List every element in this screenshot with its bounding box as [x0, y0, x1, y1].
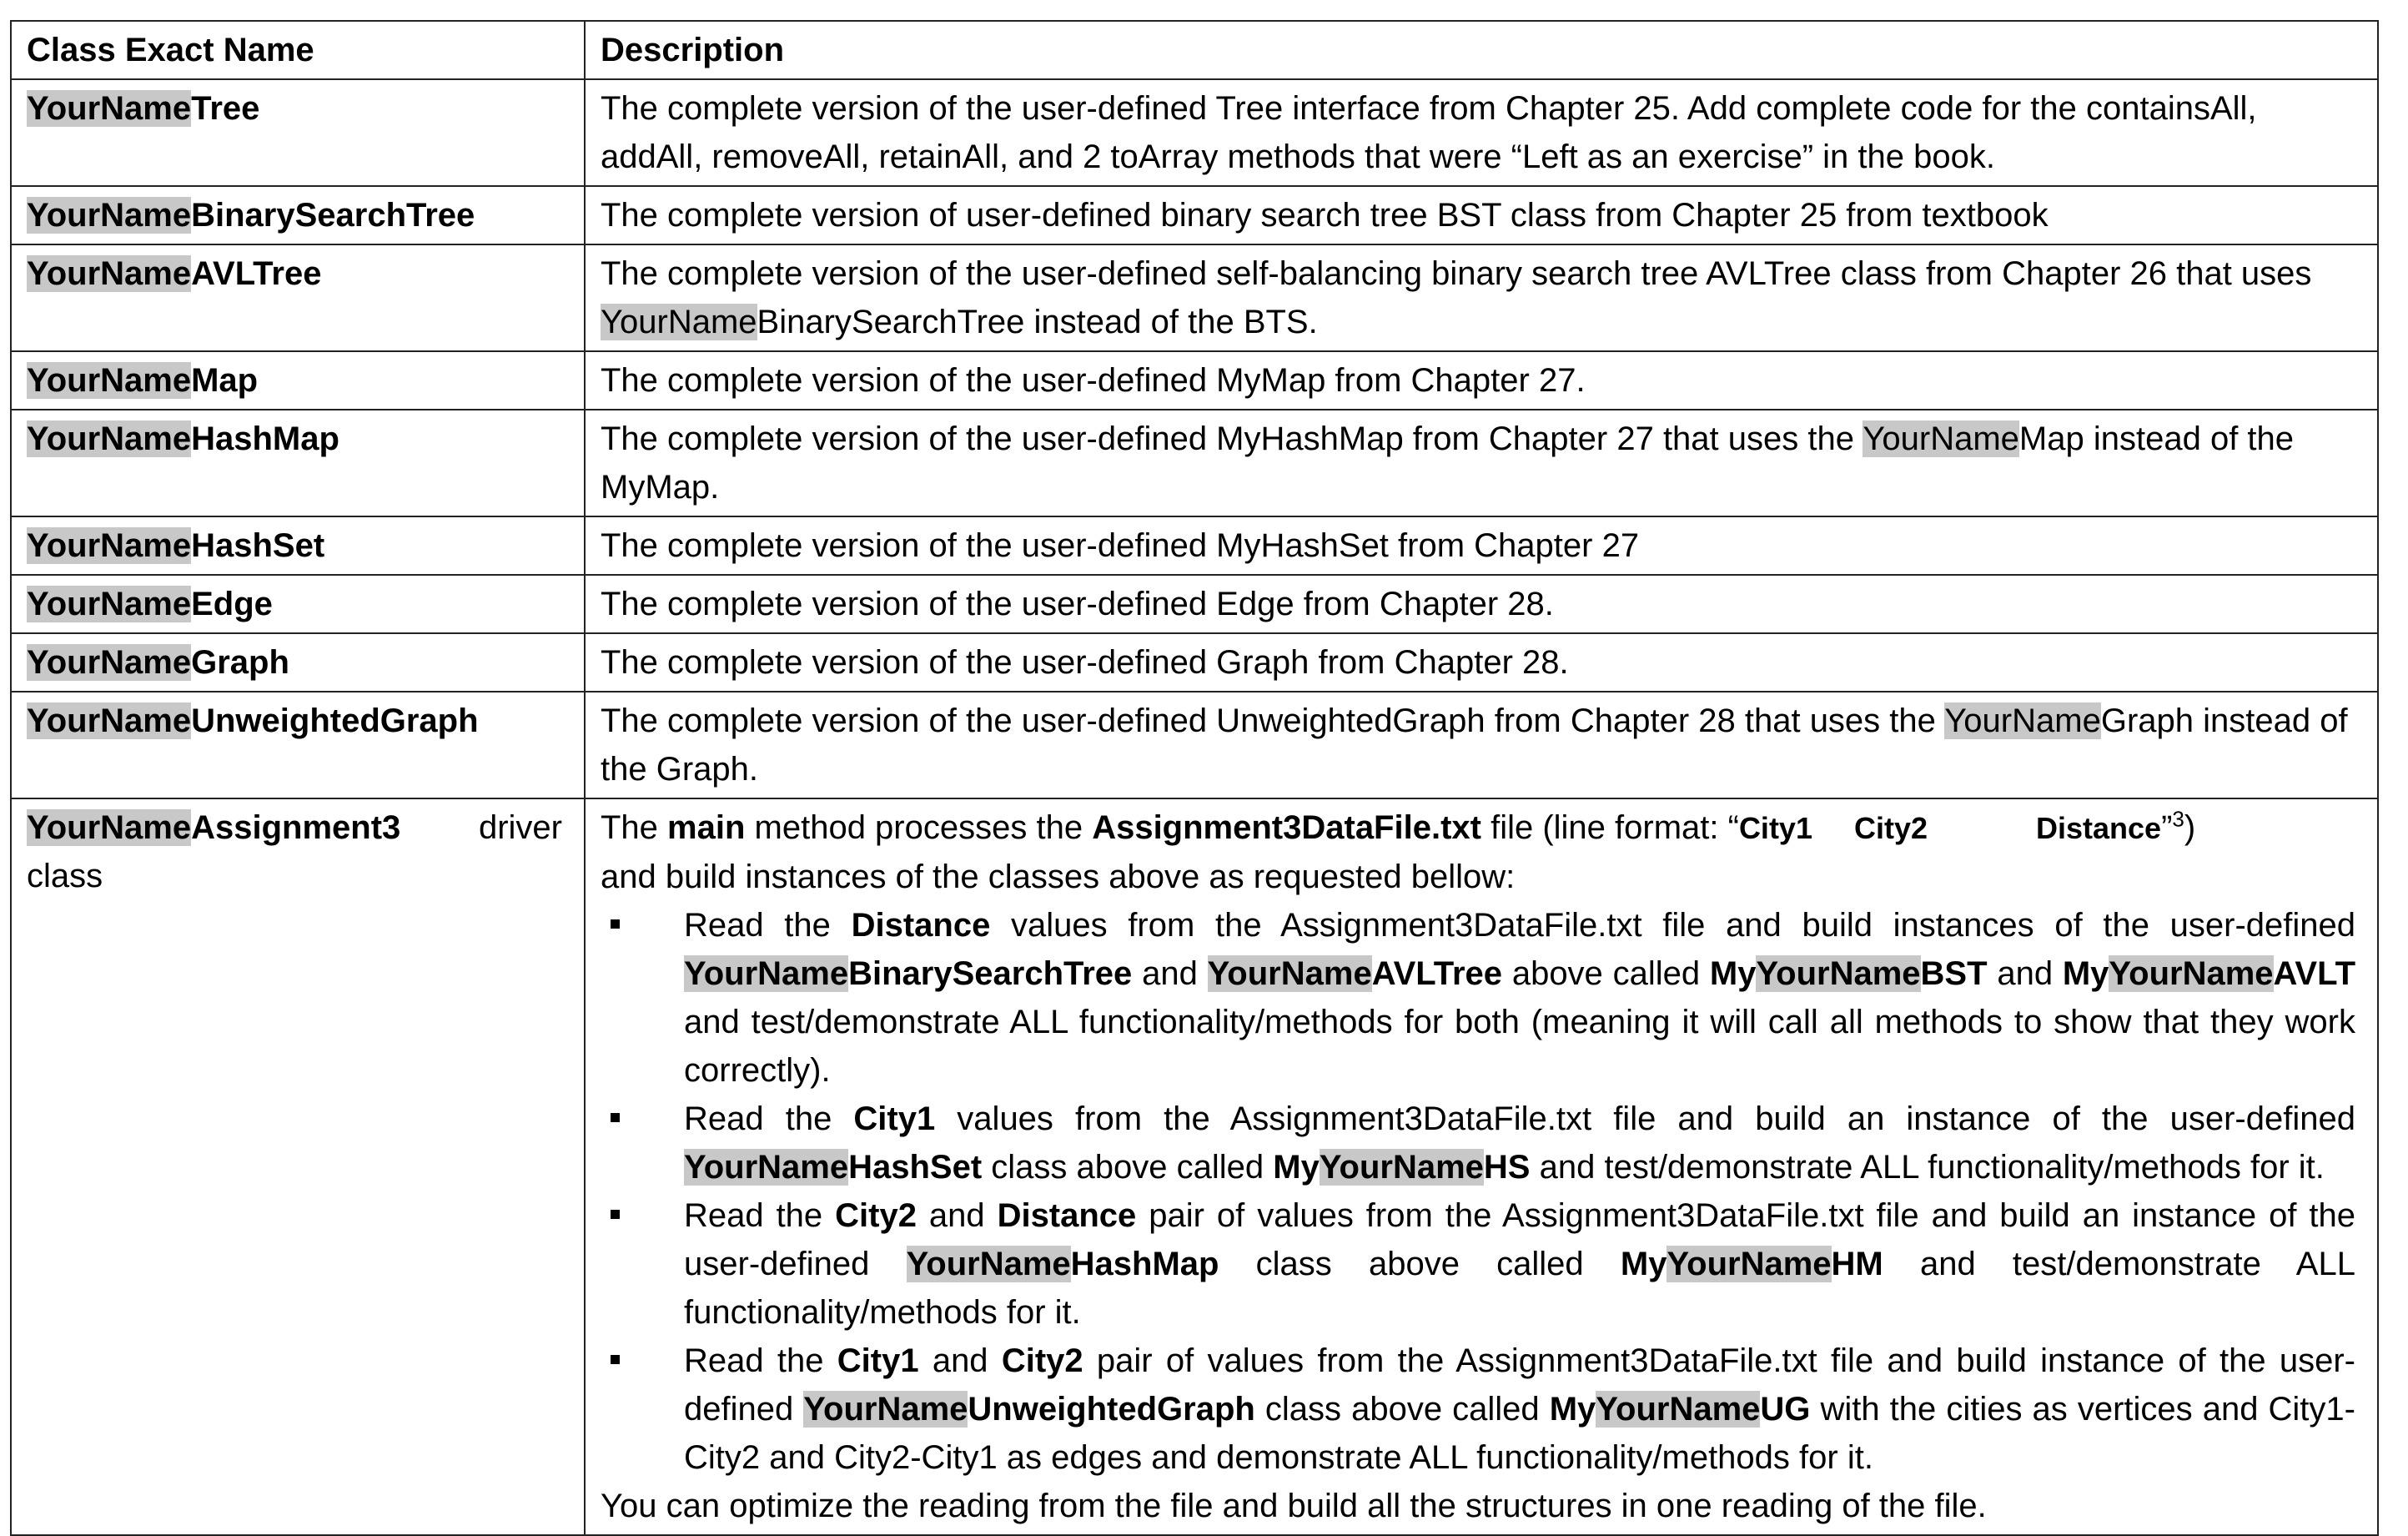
class-suffix: Map	[191, 362, 259, 399]
table-row	[11, 186, 2378, 244]
desc-text: method processes the	[745, 809, 1093, 846]
requirements-list	[601, 901, 2355, 1482]
assignment-document	[10, 20, 2377, 1536]
class-suffix: BinarySearchTree	[848, 955, 1133, 992]
field-keyword: City2	[835, 1197, 917, 1234]
desc-text: and	[918, 1342, 1002, 1379]
instance-suffix: UG	[1760, 1391, 1811, 1428]
format-distance: Distance	[2036, 811, 2162, 845]
my-prefix: My	[1620, 1246, 1667, 1282]
class-name-cell	[11, 798, 585, 1535]
yourname-highlight: YourName	[27, 255, 192, 292]
class-name-cell	[11, 79, 585, 186]
field-keyword: City2	[1001, 1342, 1083, 1379]
class-name-cell	[11, 244, 585, 351]
class-suffix: BinarySearchTree	[191, 197, 475, 234]
table-row	[11, 79, 2378, 186]
description-cell: The complete version of the user-defined Tree interface from Chapter 25. Add complete code for the containsAll, addAll, removeAll, retainAll, and 2 toArray methods that were “Left as an exercise” in the book.	[585, 79, 2378, 186]
field-keyword: Distance	[851, 907, 991, 944]
desc-text: and test/demonstrate ALL functionality/methods for it.	[684, 1246, 2355, 1331]
class-suffix: Tree	[191, 90, 260, 127]
footnote-marker: 3	[2172, 806, 2184, 832]
desc-text: ”	[2161, 809, 2173, 846]
desc-text: The complete version of the user-defined UnweightedGraph from Chapter 28 that uses the	[601, 703, 1945, 739]
desc-text: values from the Assignment3DataFile.txt file and build an instance of the user-defined	[935, 1100, 2355, 1137]
yourname-highlight: YourName	[27, 644, 192, 681]
list-item	[601, 1191, 2355, 1337]
desc-text: The complete version of the user-defined MyHashMap from Chapter 27 that uses the	[601, 421, 1863, 457]
description-cell	[585, 244, 2378, 351]
instance-suffix: HM	[1831, 1246, 1883, 1282]
desc-text: Graph instead of the Graph.	[601, 703, 2348, 788]
table-row	[11, 575, 2378, 633]
desc-text: pair of values from the Assignment3DataFile.txt file and build an instance of the user-defined	[684, 1197, 2355, 1282]
class-suffix: UnweightedGraph	[968, 1391, 1255, 1428]
class-name-cell	[11, 575, 585, 633]
class-suffix: Graph	[191, 644, 289, 681]
my-prefix: My	[1273, 1149, 1320, 1186]
description-cell: The complete version of the user-defined MyHashSet from Chapter 27	[585, 516, 2378, 575]
square-bullet-icon	[611, 1210, 620, 1219]
yourname-highlight: YourName	[27, 586, 192, 622]
class-suffix: HashMap	[191, 421, 339, 457]
class-suffix: AVLTree	[1371, 955, 1503, 992]
table-row	[11, 633, 2378, 692]
yourname-highlight: YourName	[27, 362, 192, 399]
main-keyword: main	[667, 809, 746, 846]
class-suffix: AVLTree	[191, 255, 322, 292]
desc-text: and test/demonstrate ALL functionality/methods for both (meaning it will call all methods to show that they work correctly).	[684, 1004, 2355, 1089]
desc-text: with the cities as vertices and City1-City2 and City2-City1 as edges and demonstrate ALL functionality/methods for it.	[684, 1391, 2355, 1476]
yourname-highlight: YourName	[1944, 703, 2101, 739]
driver-outro: You can optimize the reading from the file and build all the structures in one reading of the file.	[601, 1488, 1987, 1524]
list-item	[601, 1337, 2355, 1482]
class-suffix: UnweightedGraph	[191, 703, 479, 739]
desc-text: and test/demonstrate ALL functionality/methods for it.	[1530, 1149, 2325, 1186]
my-prefix: My	[1709, 955, 1757, 992]
instance-suffix: HS	[1483, 1149, 1531, 1186]
format-city1: City1	[1738, 811, 1812, 845]
class-name-cell	[11, 633, 585, 692]
yourname-highlight: YourName	[1756, 955, 1921, 992]
desc-text: and	[1987, 955, 2063, 992]
my-prefix: My	[2062, 955, 2109, 992]
description-cell	[585, 410, 2378, 516]
yourname-highlight: YourName	[601, 304, 757, 340]
yourname-highlight: YourName	[1863, 421, 2019, 457]
description-cell: The complete version of user-defined binary search tree BST class from Chapter 25 from textbook	[585, 186, 2378, 244]
yourname-highlight: YourName	[684, 955, 849, 992]
driver-intro	[601, 803, 2355, 853]
desc-text: values from the Assignment3DataFile.txt file and build instances of the user-defined	[990, 907, 2355, 944]
desc-text: The complete version of the user-defined self-balancing binary search tree AVLTree class from Chapter 26 that uses	[601, 255, 2312, 292]
driver-word: driver	[478, 809, 562, 846]
field-keyword: City1	[853, 1100, 936, 1137]
class-name-cell	[11, 186, 585, 244]
class-suffix: Assignment3	[191, 809, 401, 846]
class-name-cell	[11, 516, 585, 575]
desc-text: Read the	[684, 907, 852, 944]
table-row	[11, 692, 2378, 798]
description-cell: The complete version of the user-defined Edge from Chapter 28.	[585, 575, 2378, 633]
desc-text: )	[2184, 809, 2196, 846]
yourname-highlight: YourName	[27, 527, 192, 564]
class-name-cell	[11, 410, 585, 516]
field-keyword: Distance	[997, 1197, 1137, 1234]
instance-suffix: BST	[1920, 955, 1988, 992]
driver-line	[27, 803, 562, 852]
class-name-cell	[11, 351, 585, 410]
desc-text: and	[1132, 955, 1208, 992]
instance-suffix: AVLT	[2273, 955, 2356, 992]
yourname-highlight: YourName	[1319, 1149, 1484, 1186]
yourname-highlight: YourName	[27, 90, 192, 127]
description-cell	[585, 798, 2378, 1535]
description-cell: The complete version of the user-defined Graph from Chapter 28.	[585, 633, 2378, 692]
desc-text: Read the	[684, 1197, 836, 1234]
table-row	[11, 244, 2378, 351]
table-row-driver	[11, 798, 2378, 1535]
class-suffix: HashMap	[1070, 1246, 1219, 1282]
yourname-highlight: YourName	[803, 1391, 968, 1428]
square-bullet-icon	[611, 1113, 620, 1122]
list-item	[601, 901, 2355, 1095]
class-name-cell	[11, 692, 585, 798]
header-class-name: Class Exact Name	[11, 21, 585, 79]
description-cell	[585, 692, 2378, 798]
class-table	[10, 20, 2379, 1536]
yourname-highlight: YourName	[1666, 1246, 1832, 1282]
table-row	[11, 351, 2378, 410]
desc-text: above called	[1502, 955, 1710, 992]
desc-text: BinarySearchTree instead of the BTS.	[757, 304, 1318, 340]
format-city2: City2	[1853, 811, 1928, 845]
header-description: Description	[585, 21, 2378, 79]
yourname-highlight: YourName	[27, 421, 192, 457]
class-word: class	[27, 858, 103, 894]
field-keyword: City1	[837, 1342, 919, 1379]
yourname-highlight: YourName	[2109, 955, 2274, 992]
yourname-highlight: YourName	[684, 1149, 849, 1186]
desc-text: Read the	[684, 1100, 854, 1137]
desc-text: class above called	[982, 1149, 1274, 1186]
square-bullet-icon	[611, 1355, 620, 1364]
desc-text: class above called	[1254, 1391, 1550, 1428]
my-prefix: My	[1549, 1391, 1596, 1428]
list-item	[601, 1095, 2355, 1191]
desc-text: file (line format: “	[1480, 809, 1739, 846]
desc-text: The	[601, 809, 668, 846]
desc-text: class above called	[1219, 1246, 1621, 1282]
class-suffix: HashSet	[848, 1149, 983, 1186]
desc-text: Map instead of the MyMap.	[601, 421, 2295, 506]
driver-intro-2: and build instances of the classes above as requested bellow:	[601, 859, 1516, 895]
desc-text: pair of values from the Assignment3DataFile.txt file and build instance of the user-defined	[684, 1342, 2355, 1428]
square-bullet-icon	[611, 919, 620, 929]
yourname-highlight: YourName	[1207, 955, 1372, 992]
table-row	[11, 516, 2378, 575]
yourname-highlight: YourName	[27, 703, 192, 739]
class-suffix: HashSet	[191, 527, 325, 564]
description-cell: The complete version of the user-defined MyMap from Chapter 27.	[585, 351, 2378, 410]
desc-text: Read the	[684, 1342, 837, 1379]
data-file-name: Assignment3DataFile.txt	[1092, 809, 1481, 846]
desc-text: and	[916, 1197, 998, 1234]
yourname-highlight: YourName	[906, 1246, 1071, 1282]
yourname-highlight: YourName	[27, 809, 192, 846]
header-row	[11, 21, 2378, 79]
class-suffix: Edge	[191, 586, 273, 622]
table-row	[11, 410, 2378, 516]
yourname-highlight: YourName	[1596, 1391, 1761, 1428]
yourname-highlight: YourName	[27, 197, 192, 234]
